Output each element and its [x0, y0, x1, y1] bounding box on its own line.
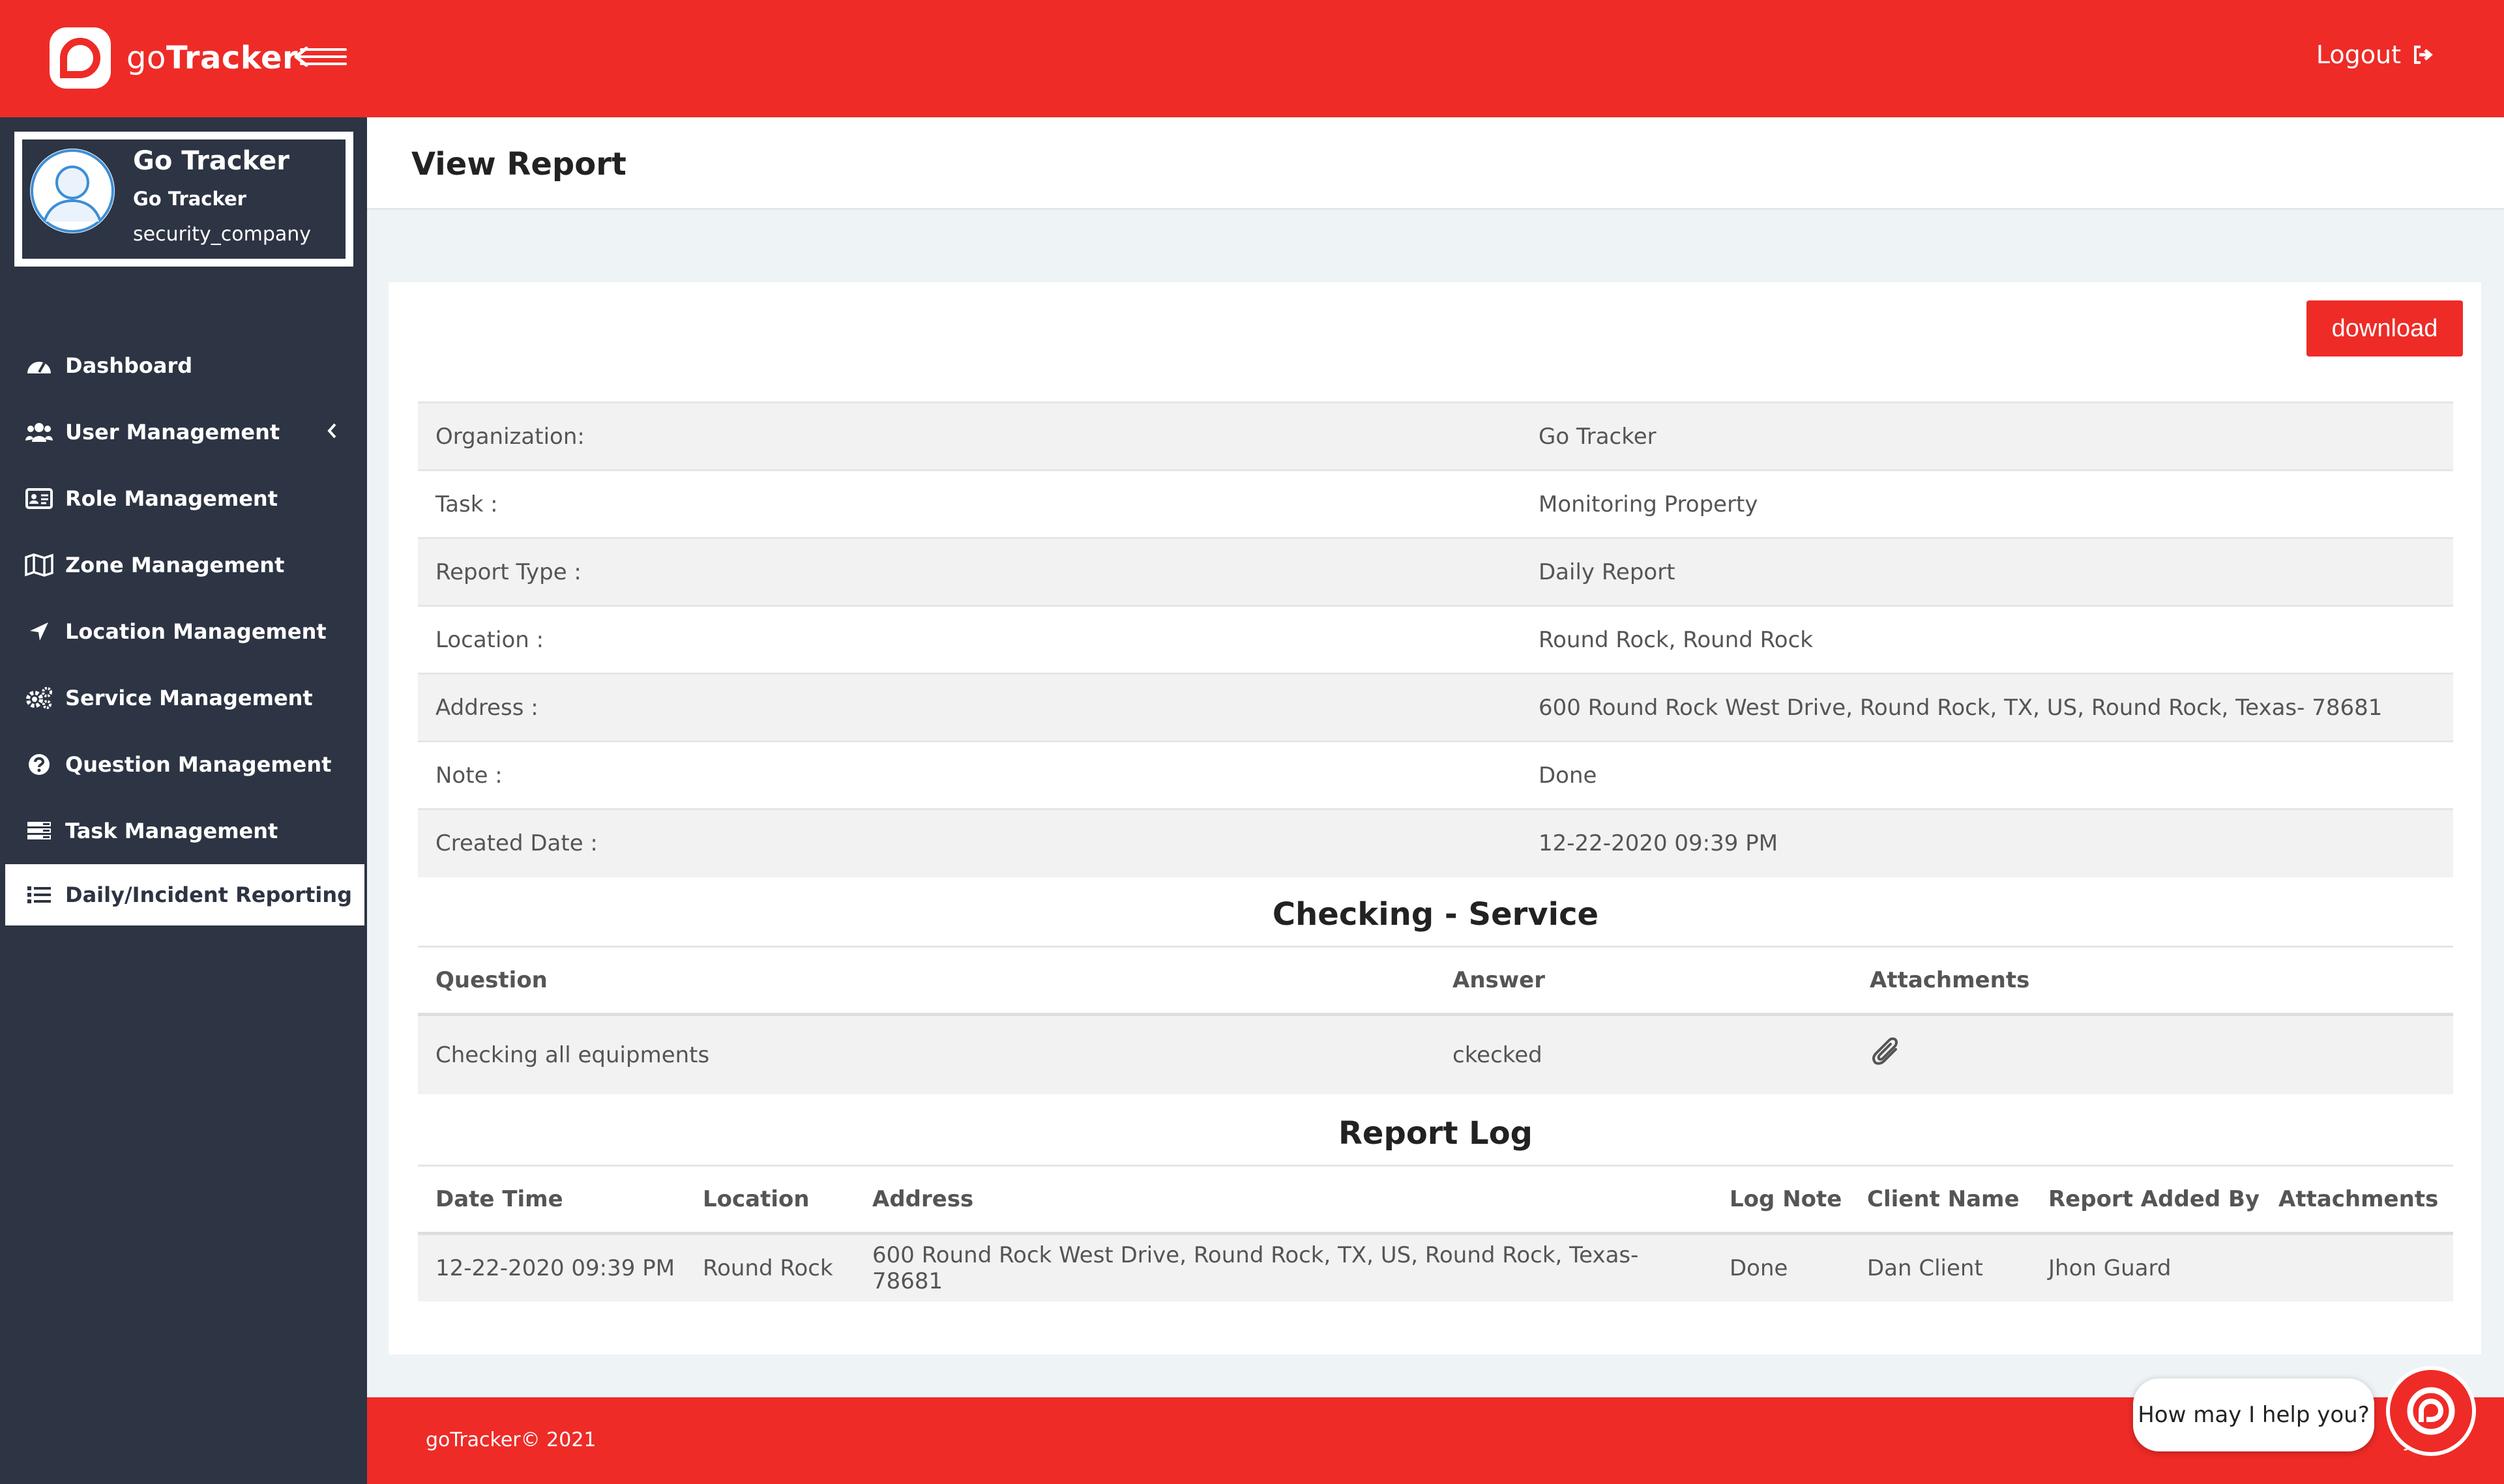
- table-row: [418, 809, 2453, 877]
- report-log-title: Report Log: [1338, 1115, 1533, 1152]
- list-icon: [25, 882, 53, 908]
- sidebar-item-label: Dashboard: [65, 353, 193, 378]
- logo-icon: [50, 27, 111, 89]
- added-by-cell: Jhon Guard: [2031, 1234, 2261, 1302]
- page-title: View Report: [411, 146, 626, 182]
- profile-org: Go Tracker: [133, 188, 246, 210]
- client-name-cell: Dan Client: [1849, 1234, 2031, 1302]
- info-label: Task :: [418, 471, 1521, 538]
- table-header-row: [418, 1166, 2453, 1234]
- info-value: Go Tracker: [1521, 403, 2453, 471]
- chat-prompt-bubble[interactable]: How may I help you?: [2133, 1378, 2374, 1451]
- logout-button[interactable]: [2316, 40, 2435, 69]
- location-cell: Round Rock: [685, 1234, 855, 1302]
- table-row: [418, 674, 2453, 742]
- column-header: Client Name: [1849, 1166, 2031, 1234]
- column-header: Answer: [1435, 947, 1852, 1015]
- sidebar-item-daily-incident-reporting[interactable]: [5, 864, 364, 925]
- table-row: [418, 742, 2453, 809]
- info-label: Location :: [418, 606, 1521, 674]
- sidebar-item-label: Daily/Incident Reporting: [65, 882, 353, 907]
- checking-service-title: Checking - Service: [1272, 896, 1599, 933]
- map-icon: [25, 552, 53, 578]
- download-button[interactable]: download: [2306, 300, 2463, 356]
- attachments-cell: [1852, 1015, 2453, 1094]
- sidebar-item-service-management[interactable]: [0, 665, 367, 731]
- profile-name: Go Tracker: [133, 146, 289, 176]
- sidebar-item-label: Service Management: [65, 686, 313, 710]
- checking-service-table: [418, 946, 2453, 1094]
- sidebar: [0, 117, 367, 1484]
- sidebar-item-role-management[interactable]: [0, 465, 367, 532]
- logo[interactable]: [50, 27, 298, 89]
- logout-label: Logout: [2316, 40, 2401, 69]
- question-cell: Checking all equipments: [418, 1015, 1435, 1094]
- table-row: [418, 606, 2453, 674]
- column-header: Report Added By: [2031, 1166, 2261, 1234]
- info-value: Round Rock, Round Rock: [1521, 606, 2453, 674]
- datetime-cell: 12-22-2020 09:39 PM: [418, 1234, 685, 1302]
- cogs-icon: [25, 685, 53, 711]
- sidebar-item-label: Question Management: [65, 752, 332, 777]
- column-header: Question: [418, 947, 1435, 1015]
- report-info-table: [418, 401, 2453, 877]
- users-icon: [25, 419, 53, 445]
- footer-copyright: goTracker© 2021: [426, 1429, 597, 1451]
- info-value: Done: [1521, 742, 2453, 809]
- question-circle-icon: [25, 751, 53, 778]
- top-bar: [0, 0, 2504, 117]
- table-row: [418, 538, 2453, 606]
- column-header: Address: [855, 1166, 1712, 1234]
- sidebar-item-label: Zone Management: [65, 553, 285, 577]
- info-value: Daily Report: [1521, 538, 2453, 606]
- paperclip-icon[interactable]: [1870, 1034, 1906, 1070]
- dashboard-icon: [25, 353, 53, 379]
- table-row: [418, 1015, 2453, 1094]
- info-value: 12-22-2020 09:39 PM: [1521, 809, 2453, 877]
- sidebar-item-location-management[interactable]: [0, 598, 367, 665]
- info-value: Monitoring Property: [1521, 471, 2453, 538]
- id-card-icon: [25, 486, 53, 512]
- sidebar-item-label: User Management: [65, 420, 280, 444]
- avatar: [30, 149, 115, 233]
- chat-launcher-button[interactable]: [2386, 1366, 2476, 1456]
- profile-card: [14, 132, 353, 267]
- chevron-left-icon: [327, 422, 337, 439]
- location-arrow-icon: [25, 618, 53, 645]
- column-header: Location: [685, 1166, 855, 1234]
- table-header-row: [418, 947, 2453, 1015]
- chat-logo-icon: [2402, 1382, 2460, 1440]
- attachments-cell: [2261, 1234, 2453, 1302]
- info-label: Created Date :: [418, 809, 1521, 877]
- profile-role: security_company: [133, 223, 312, 246]
- column-header: Attachments: [1852, 947, 2453, 1015]
- info-label: Note :: [418, 742, 1521, 809]
- sidebar-item-label: Location Management: [65, 619, 327, 644]
- report-log-table: [418, 1165, 2453, 1302]
- log-note-cell: Done: [1712, 1234, 1849, 1302]
- info-label: Report Type :: [418, 538, 1521, 606]
- info-label: Organization:: [418, 403, 1521, 471]
- sidebar-item-user-management[interactable]: [0, 399, 367, 465]
- sidebar-item-label: Task Management: [65, 819, 278, 843]
- sidebar-item-dashboard[interactable]: [0, 332, 367, 399]
- table-row: [418, 1234, 2453, 1302]
- column-header: Log Note: [1712, 1166, 1849, 1234]
- column-header: Date Time: [418, 1166, 685, 1234]
- report-card: [389, 282, 2481, 1354]
- answer-cell: ckecked: [1435, 1015, 1852, 1094]
- logo-text: goTracker: [126, 40, 299, 76]
- info-label: Address :: [418, 674, 1521, 742]
- table-row: [418, 403, 2453, 471]
- sidebar-nav: [0, 332, 367, 925]
- sign-out-icon: [2413, 45, 2435, 65]
- table-row: [418, 471, 2453, 538]
- sidebar-item-zone-management[interactable]: [0, 532, 367, 598]
- sidebar-item-task-management[interactable]: [0, 798, 367, 864]
- sidebar-item-question-management[interactable]: [0, 731, 367, 798]
- info-value: 600 Round Rock West Drive, Round Rock, TX, US, Round Rock, Texas- 78681: [1521, 674, 2453, 742]
- address-cell: 600 Round Rock West Drive, Round Rock, TX, US, Round Rock, Texas- 78681: [855, 1234, 1712, 1302]
- page-header: [367, 117, 2504, 210]
- column-header: Attachments: [2261, 1166, 2453, 1234]
- tasks-icon: [25, 818, 53, 844]
- sidebar-item-label: Role Management: [65, 486, 278, 511]
- menu-toggle-icon[interactable]: [293, 40, 348, 73]
